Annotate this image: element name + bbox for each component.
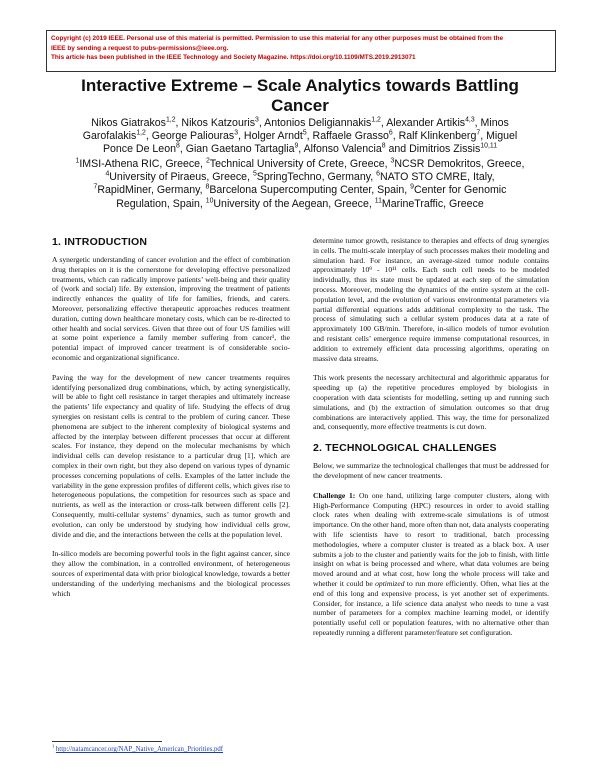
affiliations-line-3: $^7$RapidMiner, Germany, $^8$Barcelona Supercomputing Center, Spain, $^9$Center for Genomic xyxy=(93,183,507,197)
challenge-1-lead: Challenge 1: xyxy=(313,490,356,500)
challenge-1-paragraph xyxy=(313,491,549,638)
affiliations-line-1: $^1$IMSI-Athena RIC, Greece, $^2$Technical University of Crete, Greece, $^3$NCSR Demokritos, Greece, xyxy=(75,157,525,170)
left-column xyxy=(52,236,290,608)
title-line-1: Interactive Extreme – Scale Analytics towards Battling xyxy=(81,76,519,95)
challenge-1-italic: optimized xyxy=(375,578,405,588)
intro-paragraph-3: In-silico models are becoming powerful tools in the fight against cancer, since they allow the combination, in a controlled environment, of heterogeneous sources of experimental data with prior biological knowledge, towards a better understanding of the underlying mechanisms and the biological processes which xyxy=(52,549,290,598)
right-column xyxy=(313,236,549,648)
copyright-line-1: Copyright (c) 2019 IEEE. Personal use of this material is permitted. Permission to use this material for any other purposes must be obtained from the xyxy=(51,35,504,42)
authors-line-1: Nikos Giatrakos$^{1,2}$, Nikos Katzouris$^3$, Antonios Deligiannakis$^{1,2}$, Alexander Artikis$^{4,3}$, Minos xyxy=(91,116,509,129)
authors-line-3: Ponce De Leon$^8$, Gian Gaetano Tartaglia$^9$, Alfonso Valencia$^8$ and Dimitrios Zissis$^{10,11}$ xyxy=(102,142,498,156)
footnote-link[interactable]: http://natamcancer.org/NAP_Native_American_Priorities.pdf xyxy=(55,746,224,753)
copyright-notice xyxy=(46,30,556,72)
footnote xyxy=(52,743,224,753)
paper-title xyxy=(40,76,560,116)
challenge-1-text-c: to run more efficiently. Often, what lies at the end of this long and expensive process, is yet another set of experiments. Consider, for instance, a life science data analyst who needs to tune a vast number of parameters for a complex machine learning model, or identify potentially useful cell or population features, with no alternative other than repeatedly running a different parameter/feature set configuration. xyxy=(313,578,550,637)
challenge-1-text-a: On one hand, utilizing large computer clusters, along with High-Performance Computing (HPC) resources in order to avoid stalling clock rates when dealing with extreme-scale simulations is of utmost importance. On the other hand, more often than not, data analysts cooperating with life scientists have to resort to traditional, batch processing methodologies, where a computer cluster is treated as a black box. A user submits a job to the cluster and patiently waits for the job to finish, with little insight on what is being processed and where, what data volumes are being moved around and at what cost, how long the whole process will take and whether it could be xyxy=(313,490,549,588)
title-line-2: Cancer xyxy=(271,96,329,115)
intro-paragraph-1: A synergetic understanding of cancer evolution and the effect of combination drug therapies on it is the cornerstone for developing effective personalized treatments, which can radically improve patients’ well-being and their quality of (work and social) life. By extension, improving the treatment of patients indirectly enhances the quality of life for families, friends, and carers. Moreover, personalizing effective therapeutic approaches reduces treatment duration, cutting down healthcare monetary costs, which can be re-directed to other health and social services. Given that three out of four US families will at some point experience a family member suffering from cancer¹, the potential impact of improved cancer treatment is of considerable socio-economic and organizational significance. xyxy=(52,255,290,362)
copyright-line-3: This article has been published in the IEEE Technology and Society Magazine. https://doi.org/10.1109/MTS.2019.2913071 xyxy=(51,54,416,61)
intro-paragraph-2: Paving the way for the development of new cancer treatments requires identifying personalized drug combinations, which, by acting synergistically, will be able to fight cell resistance in target therapies and ultimately increase the patients’ life expectancy and quality of life. Studying the effects of drug synergies on resistant cells is central to the problem of curing cancer. These phenomena are subject to the inherent complexity of biological systems and affected by the interplay between different processes that occur at different scales. For instance, they depend on the molecular mechanisms by which individual cells can develop resistance to a particular drug [1], which are complex in their own right, but they also depend on various types of dynamic processes concerning populations of cells. Examples of the latter include the variability in the gene expression profiles of different cells, which gives rise to heterogeneous populations, the competition for resources such as space and nutrients, as well as the interaction or cross-talk between different cells [2]. Consequently, multi-cellular systems’ dynamics, such as tumor growth and evolution, can only be understood by studying how individual cells grow, divide and die, and the interactions between the cells at the population level. xyxy=(52,372,290,539)
footnote-mark: 1 xyxy=(52,743,55,749)
affiliation-list xyxy=(44,158,556,211)
intro-paragraph-5: This work presents the necessary architectural and algorithmic apparatus for speeding up (a) the repetitive procedures employed by biologists in cooperation with data scientists for modelling, setting up and running such simulations, and (b) the extraction of simulation outcomes so that drug combinations are interactively applied. This way, the time for personalized and, consequently, more effective treatments is cut down. xyxy=(313,373,549,432)
challenges-paragraph-1: Below, we summarize the technological challenges that must be addressed for the development of new cancer treatments. xyxy=(313,461,549,480)
affiliations-line-2: $^4$University of Piraeus, Greece, $^5$SpringTechno, Germany, $^6$NATO STO CMRE, Italy, xyxy=(105,170,495,184)
introduction-heading: 1. INTRODUCTION xyxy=(52,236,148,248)
footnote-divider xyxy=(52,741,162,742)
author-list xyxy=(44,117,556,157)
authors-line-2: Garofalakis$^{1,2}$, George Paliouras$^3$, Holger Arndt$^5$, Raffaele Grasso$^6$, Ralf Klinkenberg$^7$, Miguel xyxy=(82,129,518,143)
intro-paragraph-4: determine tumor growth, resistance to therapies and effects of drug synergies in cells. The multi-scale interplay of such processes makes their modeling and simulation hard. For instance, an average-sized tumor nodule contains approximately 10⁹ - 10¹¹ cells. Each such cell needs to be modeled individually, thus its state must be updated at each step of the simulation process. Moreover, modeling the dynamics of the entire system at the cell-population level, and the evolution of various environmental parameters via partial differential equations adds additional complexity to the task. The process of simulating such a cellular system produces data at a rate of approximately 100 GB/min. Therefore, in-silico models of tumor evolution and resistant cells’ emergence require immense computational resources, in addition to extremely efficient data processing algorithms, operating on massive data streams. xyxy=(313,236,549,363)
copyright-line-2: IEEE by sending a request to pubs-permissions@ieee.org. xyxy=(51,44,229,52)
challenges-heading: 2. TECHNOLOGICAL CHALLENGES xyxy=(313,442,497,455)
affiliations-line-4: Regulation, Spain, $^{10}$University of the Aegean, Greece, $^{11}$MarineTraffic, Greece xyxy=(116,197,484,210)
